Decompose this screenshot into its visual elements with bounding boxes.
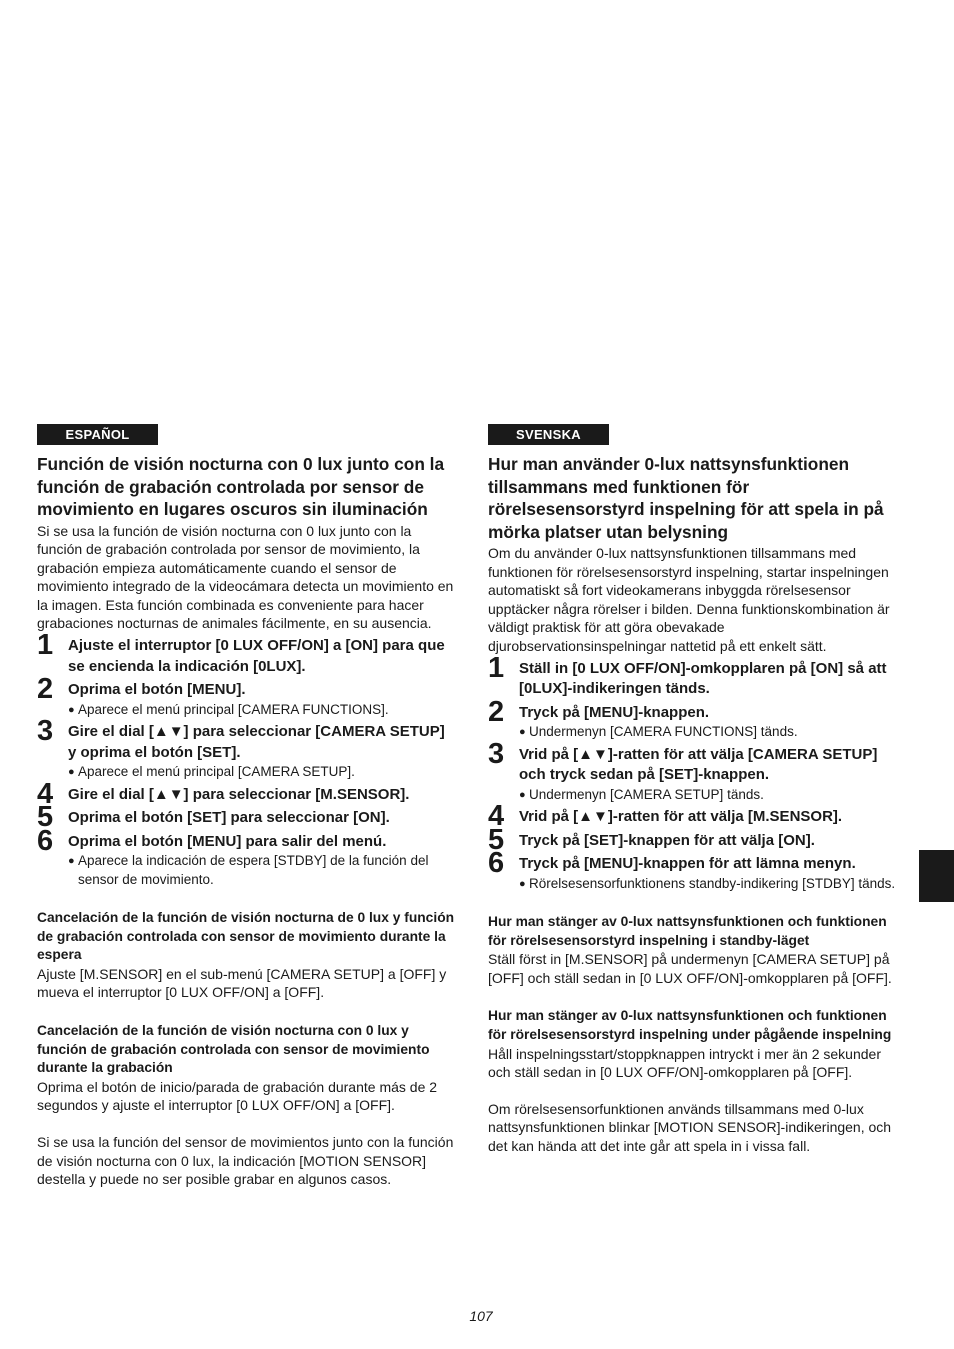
step-item [37, 824, 455, 890]
bullet-icon: ● [519, 877, 526, 890]
step-text: Gire el dial [▲▼] para seleccionar [CAMERA SETUP] y oprima el botón [SET]. [68, 723, 445, 761]
bullet-icon: ● [68, 855, 75, 868]
step-item [488, 695, 906, 742]
subsection-body: Håll inspelningsstart/stoppknappen intryckt i mer än 2 sekunder och ställ sedan in [0 LUX OFF/ON]-omkopplaren på [OFF]. [488, 1045, 881, 1081]
section-title: Hur man använder 0-lux nattsynsfunktionen tillsammans med funktionen för rörelsesensorstyrd inspelning för att spela in på mörka platser utan belysning [488, 454, 884, 542]
step-number: 1 [37, 629, 54, 662]
step-number: 6 [37, 824, 54, 857]
step-text: Vrid på [▲▼]-ratten för att välja [M.SENSOR]. [519, 808, 843, 826]
step-number: 6 [488, 847, 505, 880]
step-item [37, 801, 455, 834]
bullet-icon: ● [68, 766, 75, 779]
step-item [488, 737, 906, 805]
step-note [519, 786, 906, 805]
step-text: Ajuste el interruptor [0 LUX OFF/ON] a [ON] para que se encienda la indicación [0LUX]. [68, 637, 445, 675]
step-note [519, 723, 906, 742]
step-list [488, 651, 906, 894]
subsection-list [37, 909, 455, 1115]
subsection-body: Oprima el botón de inicio/parada de grabación durante más de 2 segundos y ajuste el interruptor [0 LUX OFF/ON] a [OFF]. [37, 1078, 438, 1114]
step-item [488, 847, 906, 893]
page-number: 107 [469, 1308, 493, 1324]
step-note [519, 875, 906, 894]
step-text: Gire el dial [▲▼] para seleccionar [M.SENSOR]. [68, 785, 410, 803]
step-note-text: Rörelsesensorfunktionens standby-indikering [STDBY] tänds. [529, 875, 896, 891]
subsection-body: Ajuste [M.SENSOR] en el sub-menú [CAMERA SETUP] a [OFF] y mueva el interruptor [0 LUX OFF/ON] a [OFF]. [37, 965, 447, 1001]
extra-note: Om rörelsesensorfunktionen används tillsammans med 0-lux nattsynsfunktionen blinkar [MOTION SENSOR]-indikeringen, och det kan hända att det inte går att spela in i vissa fall. [488, 1100, 892, 1154]
step-note-text: Aparece la indicación de espera [STDBY] de la función del sensor de movimiento. [78, 853, 429, 887]
subsection [488, 913, 906, 987]
step-text: Vrid på [▲▼]-ratten för att välja [CAMERA SETUP] och tryck sedan på [SET]-knappen. [519, 745, 878, 784]
step-item [37, 629, 455, 677]
step-number: 3 [37, 715, 54, 748]
step-text: Tryck på [MENU]-knappen. [519, 703, 710, 721]
step-text: Oprima el botón [MENU] para salir del menú. [68, 832, 387, 850]
subsection [37, 1022, 455, 1115]
bullet-icon: ● [519, 788, 526, 801]
column-espanol [37, 424, 455, 1189]
subsection-heading: Cancelación de la función de visión nocturna con 0 lux y función de grabación controlada con sensor de movimiento durante la grabación [37, 1023, 430, 1076]
step-item [488, 823, 906, 856]
chapter-tab [919, 850, 954, 902]
step-list [37, 629, 455, 889]
subsection-body: Ställ först in [M.SENSOR] på undermenyn [CAMERA SETUP] på [OFF] och ställ sedan in [0 LUX OFF/ON]-omkopplaren på [OFF]. [488, 951, 892, 986]
step-note [68, 852, 455, 889]
subsection-heading: Cancelación de la función de visión nocturna de 0 lux y función de grabación controlada con sensor de movimiento durante la espera [37, 910, 455, 963]
language-label: ESPAÑOL [37, 424, 158, 445]
step-note-text: Aparece el menú principal [CAMERA SETUP]. [78, 764, 355, 780]
step-item [37, 715, 455, 782]
subsection-heading: Hur man stänger av 0-lux nattsynsfunktionen och funktionen för rörelsesensorstyrd inspelning i standby-läget [488, 914, 887, 948]
intro-text: Si se usa la función de visión nocturna con 0 lux junto con la función de grabación controlada por sensor de movimiento, la grabación empieza automáticamente cuando el sensor de movimiento integrado de la videocámara detecta un movimiento en la imagen. Esta función combinada es conveniente para hacer grabaciones nocturnas de animales fácilmente, en su ausencia. [37, 522, 454, 632]
subsection-list [488, 913, 906, 1082]
intro-text: Om du använder 0-lux nattsynsfunktionen tillsammans med funktionen för rörelsesensorstyrd inspelning, startar inspelningen automatiskt så fort videokamerans inbyggda rörelsesensor upptäcker några rörelser i bilden. Denna funktionskombination är väldigt praktisk för att göra obevakade djurobservationsinspelningar nattetid på ett enkelt sätt. [488, 545, 890, 654]
step-number: 2 [37, 673, 54, 706]
step-text: Oprima el botón [MENU]. [68, 681, 246, 699]
step-number: 3 [488, 737, 505, 770]
bullet-icon: ● [519, 726, 526, 739]
step-number: 1 [488, 651, 505, 684]
subsection [37, 909, 455, 1002]
column-svenska [488, 424, 906, 1156]
step-note [68, 763, 455, 782]
step-number: 5 [488, 823, 505, 856]
step-item [37, 673, 455, 719]
extra-note: Si se usa la función del sensor de movimientos junto con la función de visión nocturna con 0 lux, la indicación [MOTION SENSOR] destella y puede no ser posible grabar en algunos casos. [37, 1134, 454, 1188]
step-text: Oprima el botón [SET] para seleccionar [ON]. [68, 809, 390, 827]
step-note-text: Undermenyn [CAMERA FUNCTIONS] tänds. [529, 724, 798, 740]
step-text: Tryck på [SET]-knappen för att välja [ON]. [519, 831, 815, 849]
step-item [488, 651, 906, 700]
step-note-text: Undermenyn [CAMERA SETUP] tänds. [529, 786, 764, 802]
step-text: Tryck på [MENU]-knappen för att lämna menyn. [519, 855, 856, 873]
step-number: 4 [37, 777, 54, 810]
step-number: 4 [488, 800, 505, 833]
step-number: 5 [37, 801, 54, 834]
section-title: Función de visión nocturna con 0 lux junto con la función de grabación controlada por sensor de movimiento en lugares oscuros sin iluminación [37, 454, 445, 519]
step-number: 2 [488, 695, 505, 728]
step-text: Ställ in [0 LUX OFF/ON]-omkopplaren på [ON] så att [0LUX]-indikeringen tänds. [519, 659, 887, 698]
step-item [488, 800, 906, 833]
step-note [68, 701, 455, 720]
bullet-icon: ● [68, 703, 75, 716]
language-label: SVENSKA [488, 424, 609, 445]
step-item [37, 777, 455, 810]
step-note-text: Aparece el menú principal [CAMERA FUNCTIONS]. [78, 701, 389, 717]
subsection-heading: Hur man stänger av 0-lux nattsynsfunktionen och funktionen för rörelsesensorstyrd inspelning under pågående inspelning [488, 1008, 892, 1043]
subsection [488, 1007, 906, 1081]
